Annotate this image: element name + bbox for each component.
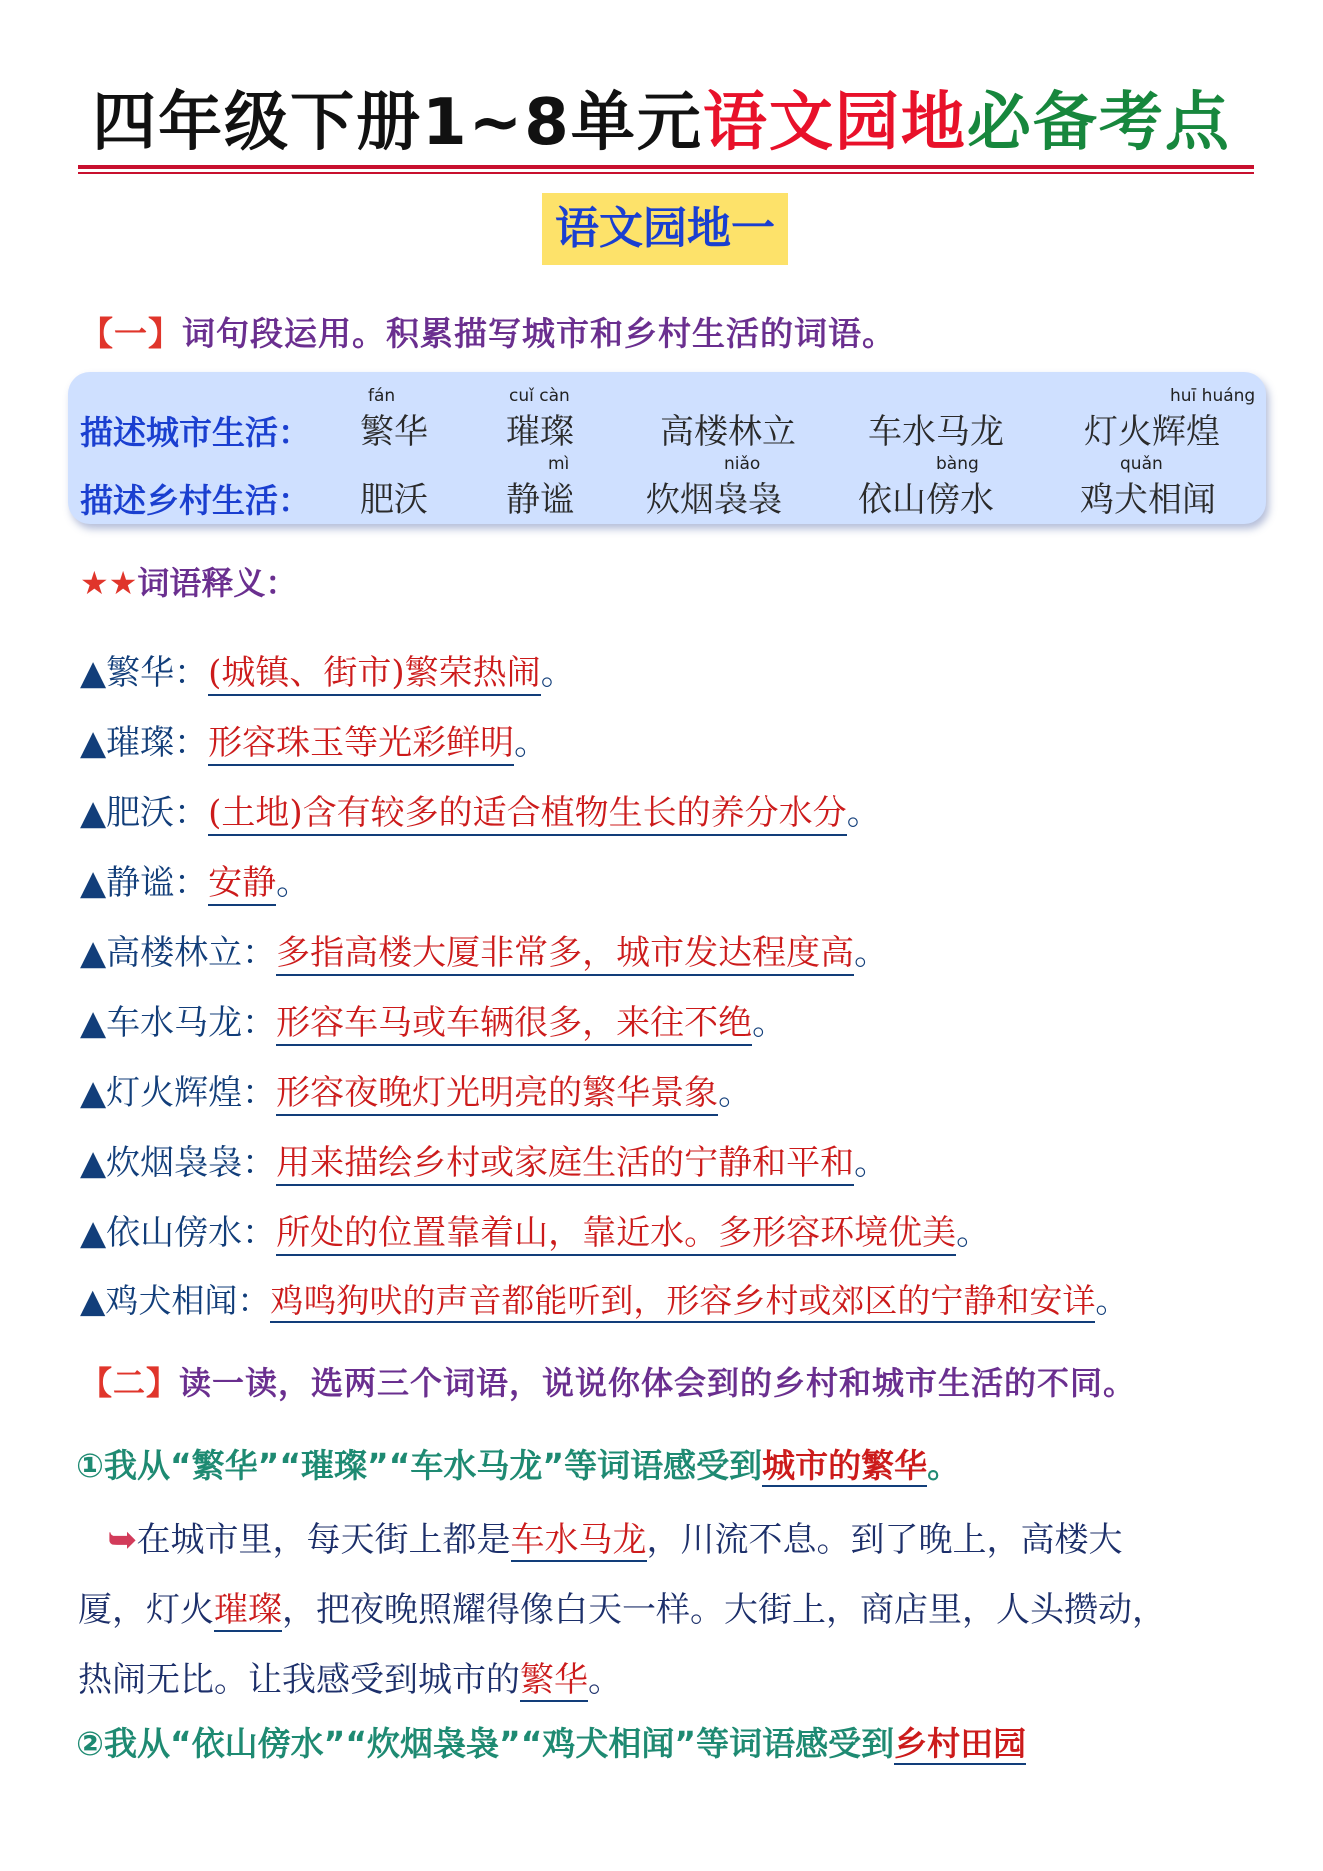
definition-item: ▲高楼林立：多指高楼大厦非常多，城市发达程度高。 xyxy=(80,925,888,974)
answer-2-heading: ②我从“依山傍水”“炊烟袅袅”“鸡犬相闻”等词语感受到乡村田园 xyxy=(76,1724,1027,1763)
pinyin: quǎn xyxy=(1120,454,1163,474)
section-heading-2: 【二】读一读，选两三个词语，说说你体会到的乡村和城市生活的不同。 xyxy=(80,1364,1137,1402)
answer-1-paragraph-line: 热闹无比。让我感受到城市的繁华。 xyxy=(78,1660,622,1700)
vocab-word: 肥沃 xyxy=(360,480,428,520)
pinyin: huī huáng xyxy=(1170,386,1256,406)
title-underline xyxy=(78,165,1254,169)
vocab-word: 高楼林立 xyxy=(660,412,796,452)
country-label: 描述乡村生活： xyxy=(80,481,311,520)
section-heading-1: 【一】词句段运用。积累描写城市和乡村生活的词语。 xyxy=(80,314,896,353)
definition-item: ▲炊烟袅袅：用来描绘乡村或家庭生活的宁静和平和。 xyxy=(80,1135,888,1184)
definition-item: ▲灯火辉煌：形容夜晚灯光明亮的繁华景象。 xyxy=(80,1065,752,1114)
vocab-word: 炊烟袅袅 xyxy=(646,480,782,520)
vocab-word: 繁华 xyxy=(360,412,428,452)
answer-1-paragraph-line: 厦，灯火璀璨，把夜晚照耀得像白天一样。大街上，商店里，人头攒动， xyxy=(78,1590,1166,1630)
answer-1-heading: ①我从“繁华”“璀璨”“车水马龙”等词语感受到城市的繁华。 xyxy=(76,1446,961,1485)
vocab-word: 车水马龙 xyxy=(868,412,1004,452)
title-underline-thin xyxy=(78,172,1254,174)
arrow-icon: ➥ xyxy=(108,1520,137,1560)
vocab-word: 依山傍水 xyxy=(858,480,994,520)
page-title: 四年级下册1~8单元语文园地必备考点 xyxy=(92,86,1231,160)
pinyin: mì xyxy=(548,454,570,474)
vocab-word: 璀璨 xyxy=(506,412,574,452)
vocab-word: 灯火辉煌 xyxy=(1084,412,1220,452)
pinyin: niǎo xyxy=(724,454,761,474)
unit-tag: 语文园地一 xyxy=(542,193,788,265)
definition-item: ▲依山傍水：所处的位置靠着山，靠近水。多形容环境优美。 xyxy=(80,1205,990,1254)
definition-item: ▲璀璨：形容珠玉等光彩鲜明。 xyxy=(80,715,548,764)
definition-item: ▲肥沃：(土地)含有较多的适合植物生长的养分水分。 xyxy=(80,785,881,834)
vocab-word: 静谧 xyxy=(506,480,574,520)
pinyin: fán xyxy=(368,386,396,406)
definition-item: ▲鸡犬相闻：鸡鸣狗吠的声音都能听到，形容乡村或郊区的宁静和安详。 xyxy=(80,1275,1128,1322)
pinyin: cuǐ càn xyxy=(509,386,570,406)
meanings-heading: ★★词语释义： xyxy=(80,564,298,602)
definition-item: ▲静谧：安静。 xyxy=(80,855,310,904)
vocabulary-box xyxy=(68,372,1266,524)
answer-1-paragraph-line: ➥在城市里，每天街上都是车水马龙，川流不息。到了晚上，高楼大 xyxy=(108,1520,1123,1560)
pinyin: bàng xyxy=(936,454,979,474)
city-label: 描述城市生活： xyxy=(80,413,311,452)
definition-item: ▲繁华：(城镇、街市)繁荣热闹。 xyxy=(80,645,575,694)
definition-item: ▲车水马龙：形容车马或车辆很多，来往不绝。 xyxy=(80,995,786,1044)
vocab-word: 鸡犬相闻 xyxy=(1080,480,1216,520)
